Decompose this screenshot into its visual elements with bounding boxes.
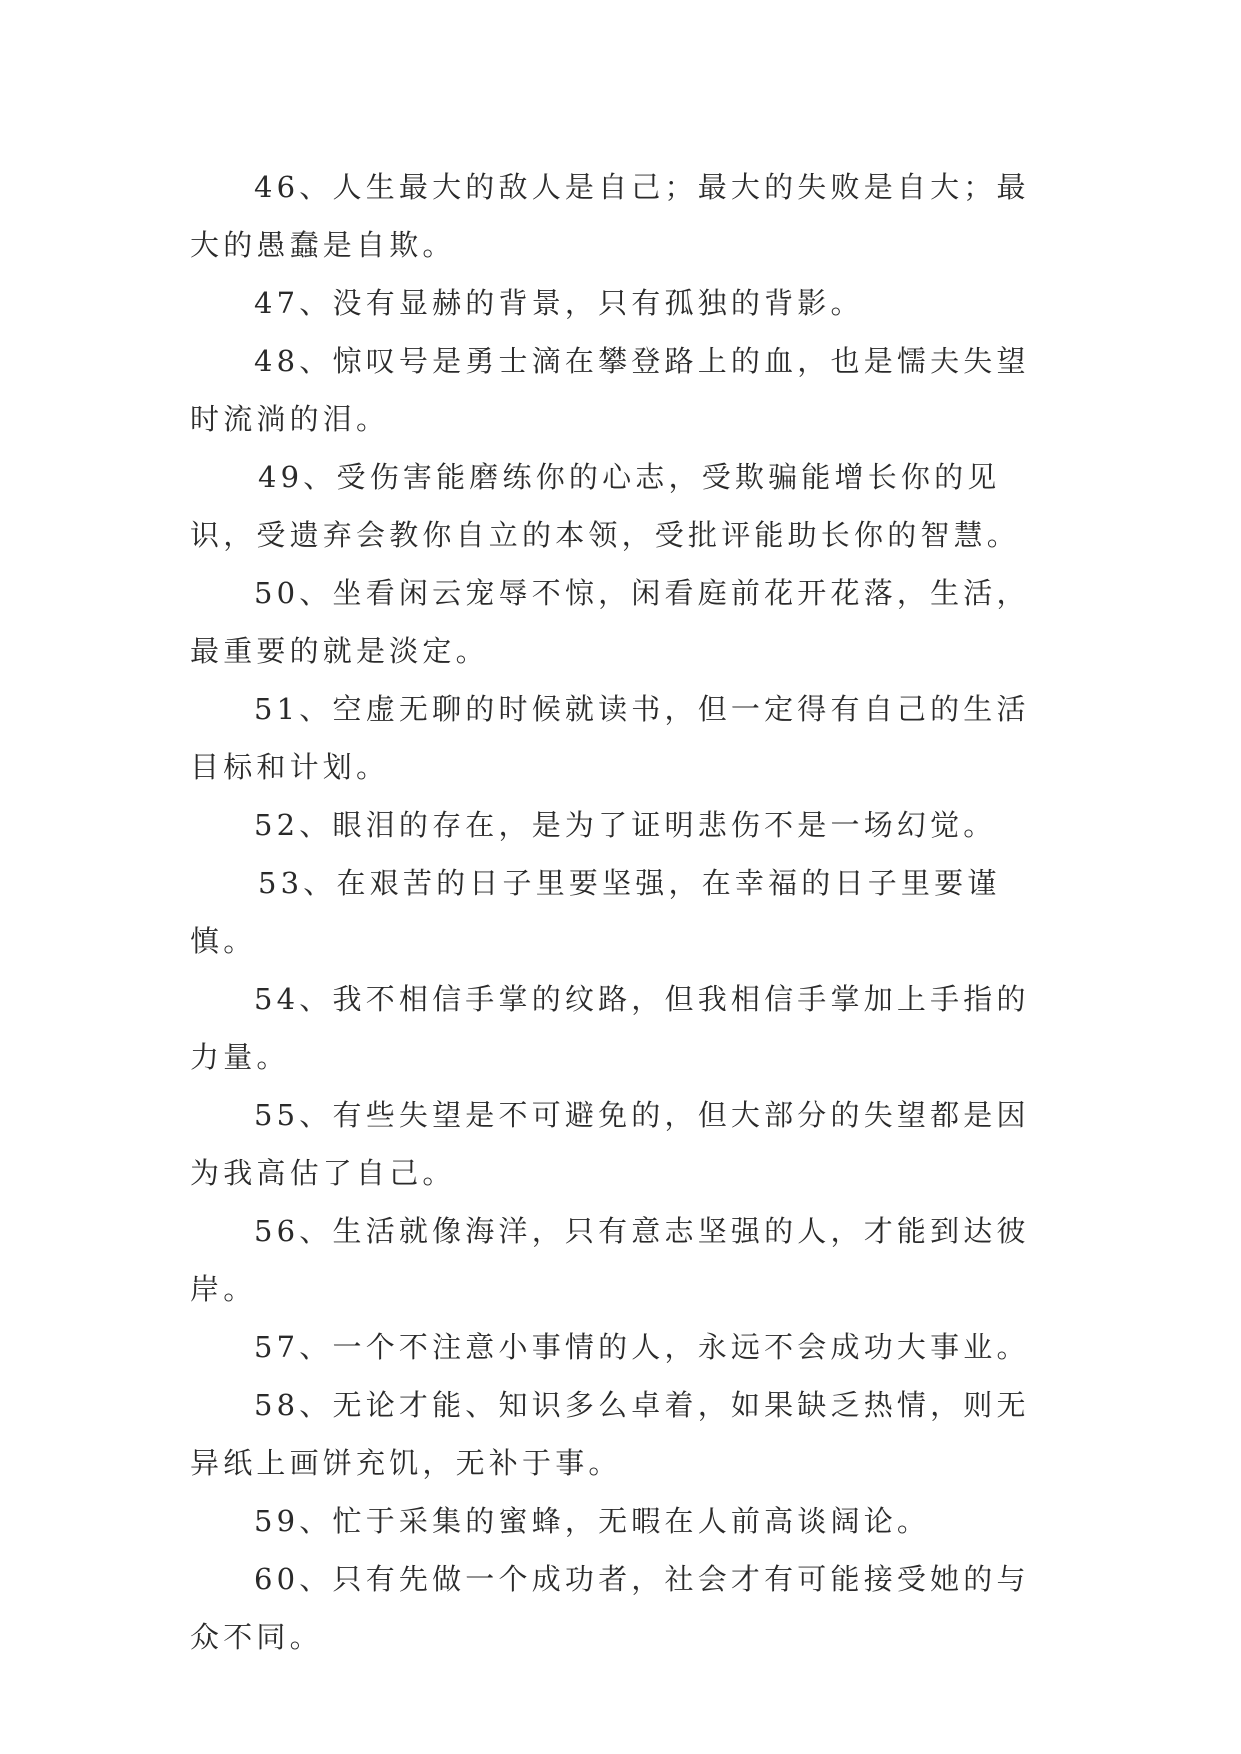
quote-paragraph-60: 60、只有先做一个成功者，社会才有可能接受她的与众不同。: [190, 1562, 1030, 1654]
quote-paragraph-55: 55、有些失望是不可避免的，但大部分的失望都是因为我高估了自己。: [190, 1098, 1030, 1190]
quote-paragraph-54: 54、我不相信手掌的纹路，但我相信手掌加上手指的力量。: [190, 982, 1030, 1074]
quote-paragraph-51: 51、空虚无聊的时候就读书，但一定得有自己的生活目标和计划。: [190, 692, 1030, 784]
quote-paragraph-58: 58、无论才能、知识多么卓着，如果缺乏热情，则无异纸上画饼充饥，无补于事。: [190, 1388, 1030, 1480]
quote-paragraph-50: 50、坐看闲云宠辱不惊，闲看庭前花开花落，生活，最重要的就是淡定。: [190, 576, 1030, 668]
quote-paragraph-59: 59、忙于采集的蜜蜂，无暇在人前高谈阔论。: [254, 1504, 931, 1538]
quote-list: [190, 158, 1060, 1666]
quote-paragraph-49: 49、受伤害能磨练你的心志，受欺骗能增长你的见识，受遗弃会教你自立的本领，受批评能助长你的智慧。: [190, 460, 1021, 552]
quote-paragraph-52: 52、眼泪的存在，是为了证明悲伤不是一场幻觉。: [254, 808, 997, 842]
quote-paragraph-53: 53、在艰苦的日子里要坚强，在幸福的日子里要谨慎。: [190, 866, 1001, 958]
quote-paragraph-48: 48、惊叹号是勇士滴在攀登路上的血，也是懦夫失望时流淌的泪。: [190, 344, 1030, 436]
quote-paragraph-47: 47、没有显赫的背景，只有孤独的背影。: [254, 286, 864, 320]
quote-paragraph-56: 56、生活就像海洋，只有意志坚强的人，才能到达彼岸。: [190, 1214, 1030, 1306]
quote-paragraph-46: 46、人生最大的敌人是自己；最大的失败是自大；最大的愚蠢是自欺。: [190, 170, 1030, 262]
quote-paragraph-57: 57、一个不注意小事情的人，永远不会成功大事业。: [254, 1330, 1030, 1364]
